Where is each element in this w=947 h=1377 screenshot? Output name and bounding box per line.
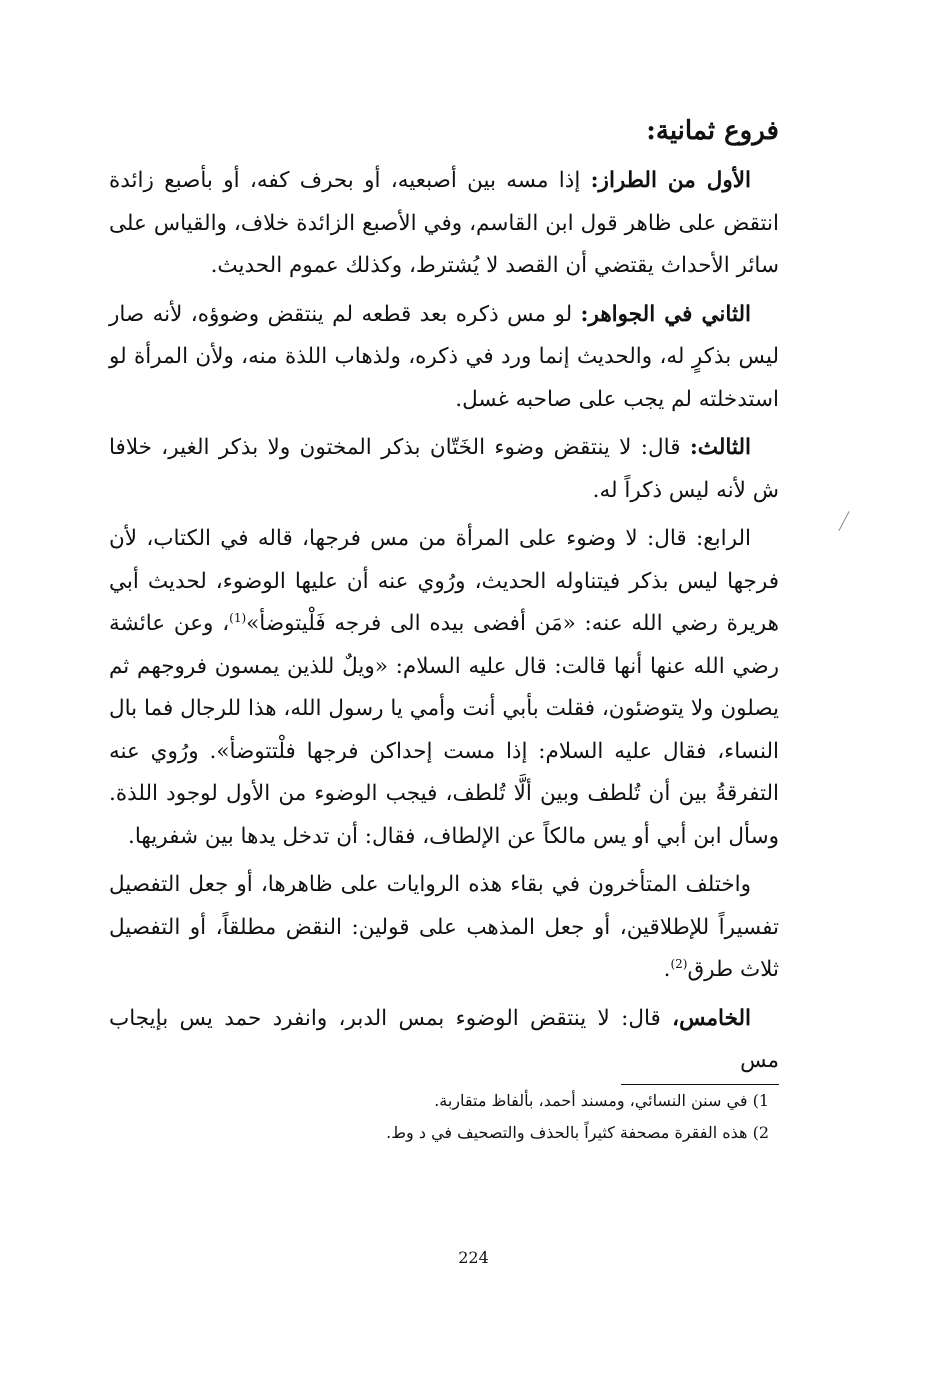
paragraph-third-branch	[109, 427, 779, 512]
page-number: 224	[458, 1248, 489, 1267]
paragraph-text: لو مس ذكره بعد قطعه لم ينتقض وضوؤه، لأنه صار ليس بذكرٍ له، والحديث إنما ورد في ذكره، ولذهاب اللذة منه، ولأن المرأة لو استدخلته لم يجب على صاحبه غسل.	[109, 301, 779, 412]
paragraph-lead: الثالث:	[689, 435, 751, 460]
paragraph-lead: الثاني في الجواهر:	[580, 301, 751, 327]
footnote-text: هذه الفقرة مصحفة كثيراً بالحذف والتصحيف في د وط.	[386, 1123, 753, 1142]
scan-mark	[838, 511, 856, 535]
footnote-item	[109, 1085, 779, 1117]
paragraph-lead: الخامس،	[672, 1005, 751, 1031]
footnotes	[109, 1085, 779, 1149]
paragraph-text: واختلف المتأخرون في بقاء هذه الروايات على ظاهرها، أو جعل التفصيل تفسيراً للإطلاقين، أو جعل المذهب على قولين: النقض مطلقاً، أو التفصيل ثلاث طرق	[109, 872, 779, 982]
paragraph-later-scholars	[109, 864, 779, 992]
paragraph-second-branch	[109, 294, 779, 422]
footnote-marker: (1)	[229, 610, 247, 625]
paragraph-text-continued: .	[663, 957, 671, 982]
footnote-number: 2)	[752, 1123, 769, 1142]
section-heading: فروع ثمانية:	[646, 116, 779, 146]
footnote-number: 1)	[752, 1091, 769, 1110]
paragraph-text: قال: لا ينتقض وضوء الخَتّان بذكر المختون ولا بذكر الغير، خلافا ش لأنه ليس ذكراً له.	[109, 435, 779, 503]
main-text	[109, 108, 779, 1089]
footnote-text: في سنن النسائي، ومسند أحمد، بألفاظ متقاربة.	[434, 1091, 753, 1110]
paragraph-lead: الرابع:	[695, 526, 751, 551]
paragraph-first-branch	[109, 160, 779, 288]
paragraph-fifth-branch	[109, 998, 779, 1083]
footnote-item	[109, 1117, 779, 1149]
paragraph-text: قال: لا ينتقض الوضوء بمس الدبر، وانفرد حمد يس بإيجاب مس	[109, 1005, 779, 1073]
paragraph-text: إذا مسه بين أصبعيه، أو بحرف كفه، أو بأصبع زائدة انتقض على ظاهر قول ابن القاسم، وفي الأصبع الزائدة خلاف، والقياس على سائر الأحداث يقتضي أن القصد لا يُشترط، وكذلك عموم الحديث.	[109, 168, 779, 278]
paragraph-text-continued: ، وعن عائشة رضي الله عنها أنها قالت: قال عليه السلام: «ويلٌ للذين يمسون فروجهم ثم يصلون ولا يتوضئون، فقلت بأبي أنت وأمي يا رسول الله، هذا للرجال فما بال النساء، فقال عليه السلام: إذا مست إحداكن فرجها فلْتتوضأ». ورُوي عنه التفرقةُ بين أن تُلطف وبين ألَّا تُلطف، فيجب الوضوء من الأول لوجود اللذة. وسأل ابن أبي أو يس مالكاً عن الإلطاف، فقال: أن تدخل يدها بين شفريها.	[109, 611, 779, 849]
paragraph-fourth-branch	[109, 518, 779, 858]
paragraph-text: قال: لا وضوء على المرأة من مس فرجها، قاله في الكتاب، لأن فرجها ليس بذكر فيتناوله الحديث، ورُوي عنه أن عليها الوضوء، لحديث أبي هريرة رضي الله عنه: «مَن أفضى بيده الى فرجه فَلْيتوضأ»	[109, 526, 779, 636]
paragraph-lead: الأول من الطراز:	[590, 168, 751, 193]
footnote-marker: (2)	[670, 956, 688, 971]
